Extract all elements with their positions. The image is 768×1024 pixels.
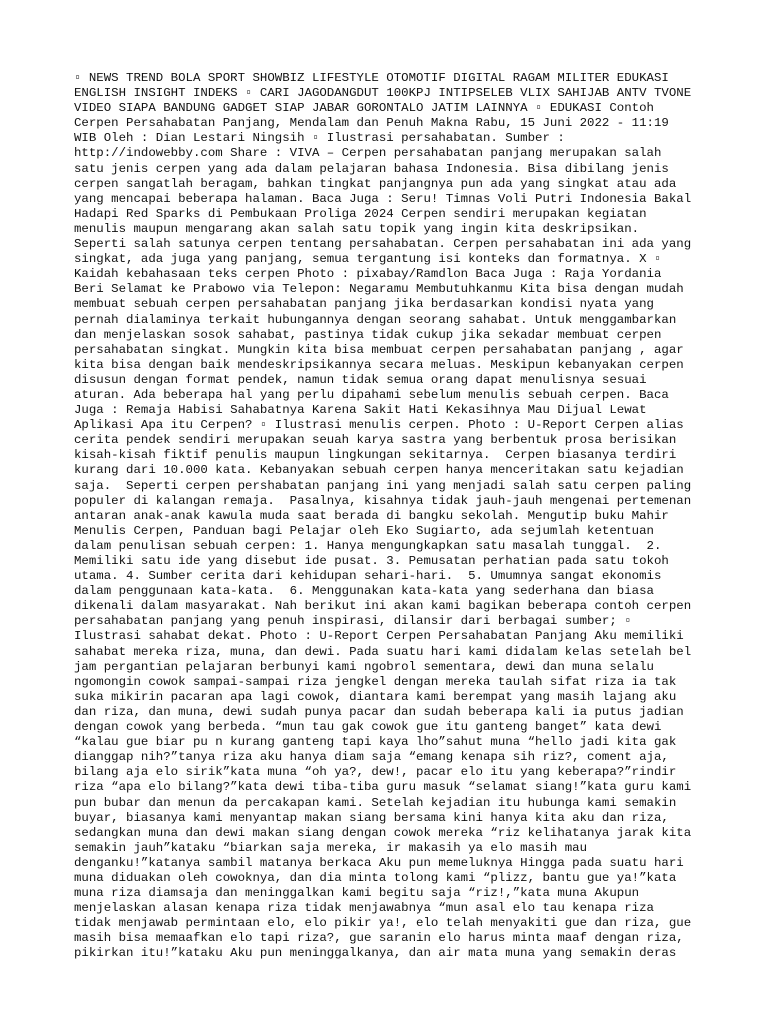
text-line: antaran anak-anak kawula muda saat berada di bangku sekolah. Mengutip buku Mahir bbox=[74, 508, 669, 523]
text-line: buyar, biasanya kami menyantap makan siang bersama kini hanya kita aku dan riza, bbox=[74, 810, 669, 825]
text-line: pun bubar dan menun da percakapan kami. Setelah kejadian itu hubunga kami semakin bbox=[74, 795, 677, 810]
text-line: Aplikasi Apa itu Cerpen? ▫ Ilustrasi menulis cerpen. Photo : U-Report Cerpen alias bbox=[74, 418, 684, 433]
text-line: Hadapi Red Sparks di Pembukaan Proliga 2024 Cerpen sendiri merupakan kegiatan bbox=[74, 206, 647, 221]
text-line: jam pergantian pelajaran berbunyi kami ngobrol sementara, dewi dan muna selalu bbox=[74, 659, 654, 674]
text-line: kurang dari 10.000 kata. Kebanyakan sebuah cerpen hanya menceritakan satu kejadian bbox=[74, 463, 684, 478]
text-line: populer di kalangan remaja. Pasalnya, kisahnya tidak jauh-jauh mengenai pertemenan bbox=[74, 493, 692, 508]
text-line: http://indowebby.com Share : VIVA – Cerpen persahabatan panjang merupakan salah bbox=[74, 146, 662, 161]
text-line: membuat sebuah cerpen persahabatan panjang jika berdasarkan kondisi nyata yang bbox=[74, 297, 654, 312]
text-line: muna riza diamsaja dan meninggalkan kami begitu saja “riz!,”kata muna Akupun bbox=[74, 886, 640, 901]
text-line: ▫ NEWS TREND BOLA SPORT SHOWBIZ LIFESTYLE OTOMOTIF DIGITAL RAGAM MILITER EDUKASI bbox=[74, 71, 669, 85]
text-line: Menulis Cerpen, Panduan bagi Pelajar oleh Eko Sugiarto, ada sejumlah ketentuan bbox=[74, 523, 654, 538]
text-line: muna diduakan oleh cowoknya, dan dia minta tolong kami “plizz, bantu gue ya!”kata bbox=[74, 870, 677, 885]
text-line: dan menjelaskan sosok sahabat, pastinya tidak cukup jika sekadar membuat cerpen bbox=[74, 327, 662, 342]
text-line: Cerpen Persahabatan Panjang, Mendalam dan Penuh Makna Rabu, 15 Juni 2022 - 11:19 bbox=[74, 116, 669, 131]
text-line: cerita pendek sendiri merupakan seuah karya sastra yang berbentuk prosa berisikan bbox=[74, 433, 677, 448]
text-line: sedangkan muna dan dewi makan siang dengan cowok mereka “riz kelihatanya jarak kita bbox=[74, 825, 692, 840]
text-line: riza “apa elo bilang?”kata dewi tiba-tiba guru masuk “selamat siang!”kata guru kami bbox=[74, 780, 692, 795]
text-line: WIB Oleh : Dian Lestari Ningsih ▫ Ilustrasi persahabatan. Sumber : bbox=[74, 131, 565, 146]
text-line: ENGLISH INSIGHT INDEKS ▫ CARI JAGODANGDUT 100KPJ INTIPSELEB VLIX SAHIJAB ANTV TVONE bbox=[74, 86, 692, 101]
text-line: dengan cowok yang berbeda. “mun tau gak cowok gue itu ganteng banget” kata dewi bbox=[74, 720, 662, 735]
text-line: menulis maupun mengarang akan salah satu topik yang ingin kita deskripsikan. bbox=[74, 221, 640, 236]
text-line: singkat, ada juga yang panjang, semua tergantung isi konteks dan formatnya. X ▫ bbox=[74, 252, 662, 267]
text-line: denganku!”katanya sambil matanya berkaca Aku pun memeluknya Hingga pada suatu hari bbox=[74, 855, 684, 870]
document-body-text bbox=[74, 71, 704, 962]
text-line: “kalau gue biar pu n kurang ganteng tapi kaya lho”sahut muna “hello jadi kita gak bbox=[74, 735, 677, 750]
text-line: suka mikirin pacaran apa lagi cowok, diantara kami berempat yang masih lajang aku bbox=[74, 689, 677, 704]
text-line: masih bisa memaafkan elo tapi riza?, gue saranin elo harus minta maaf dengan riza, bbox=[74, 931, 684, 946]
text-line: menjelaskan alasan kenapa riza tidak menjawabnya “mun asal elo tau kenapa riza bbox=[74, 901, 654, 916]
text-line: VIDEO SIAPA BANDUNG GADGET SIAP JABAR GORONTALO JATIM LAINNYA ▫ EDUKASI Contoh bbox=[74, 101, 654, 116]
text-line: satu jenis cerpen yang ada dalam pelajaran bahasa Indonesia. Bisa dibilang jenis bbox=[74, 161, 669, 176]
text-line: dikenali dalam masyarakat. Nah berikut ini akan kami bagikan beberapa contoh cerpen bbox=[74, 599, 692, 614]
text-line: sahabat mereka riza, muna, dan dewi. Pada suatu hari kami didalam kelas setelah bel bbox=[74, 644, 692, 659]
text-line: Juga : Remaja Habisi Sahabatnya Karena Sakit Hati Kekasihnya Mau Dijual Lewat bbox=[74, 403, 647, 418]
text-line: kita bisa dengan baik mendeskripsikannya secara meluas. Meskipun kebanyakan cerpen bbox=[74, 357, 684, 372]
text-line: kisah-kisah fiktif penulis maupun lingkungan sekitarnya. Cerpen biasanya terdiri bbox=[74, 448, 677, 463]
text-line: utama. 4. Sumber cerita dari kehidupan sehari-hari. 5. Umumnya sangat ekonomis bbox=[74, 569, 662, 584]
text-line: dalam penulisan sebuah cerpen: 1. Hanya mengungkapkan satu masalah tunggal. 2. bbox=[74, 538, 662, 553]
text-line: disusun dengan format pendek, namun tidak semua orang dapat menulisnya sesuai bbox=[74, 372, 647, 387]
text-line: dan riza, dan muna, dewi sudah punya pacar dan sudah beberapa kali ia putus jadian bbox=[74, 704, 684, 719]
text-line: pernah dialaminya terkait hubungannya dengan seorang sahabat. Untuk menggambarkan bbox=[74, 312, 677, 327]
text-line: dianggap nih?”tanya riza aku hanya diam saja “emang kenapa sih riz?, coment aja, bbox=[74, 750, 669, 765]
text-line: Kaidah kebahasaan teks cerpen Photo : pixabay/Ramdlon Baca Juga : Raja Yordania bbox=[74, 267, 662, 282]
text-line: dalam penggunaan kata-kata. 6. Menggunakan kata-kata yang sederhana dan biasa bbox=[74, 584, 654, 599]
text-line: semakin jauh”kataku “biarkan saja mereka, ir makasih ya elo masih mau bbox=[74, 840, 588, 855]
text-line: Memiliki satu ide yang disebut ide pusat. 3. Pemusatan perhatian pada satu tokoh bbox=[74, 554, 669, 568]
text-line: saja. Seperti cerpen pershabatan panjang ini yang menjadi salah satu cerpen paling bbox=[74, 478, 692, 493]
text-line: persahabatan panjang yang penuh inspirasi, dilansir dari berbagai sumber; ▫ bbox=[74, 614, 632, 629]
text-line: tidak menjawab permintaan elo, elo pikir ya!, elo telah menyakiti gue dan riza, gue bbox=[74, 916, 692, 931]
text-line: pikirkan itu!”kataku Aku pun meninggalkanya, dan air mata muna yang semakin deras bbox=[74, 946, 677, 961]
text-line: bilang aja elo sirik”kata muna “oh ya?, dew!, pacar elo itu yang keberapa?”rindir bbox=[74, 765, 677, 780]
text-line: Beri Selamat ke Prabowo via Telepon: Negaramu Membutuhkanmu Kita bisa dengan mudah bbox=[74, 282, 684, 297]
text-line: ngomongin cowok sampai-sampai riza jengkel dengan mereka taulah sifat riza ia tak bbox=[74, 674, 677, 689]
text-line: cerpen sangatlah beragam, bahkan tingkat panjangnya pun ada yang singkat atau ada bbox=[74, 176, 677, 191]
text-line: persahabatan singkat. Mungkin kita bisa membuat cerpen persahabatan panjang , agar bbox=[74, 342, 684, 357]
text-line: Ilustrasi sahabat dekat. Photo : U-Report Cerpen Persahabatan Panjang Aku memiliki bbox=[74, 629, 684, 644]
text-line: aturan. Ada beberapa hal yang perlu dipahami sebelum menulis sebuah cerpen. Baca bbox=[74, 387, 669, 402]
text-line: Seperti salah satunya cerpen tentang persahabatan. Cerpen persahabatan ini ada yang bbox=[74, 237, 692, 252]
text-line: yang mencapai beberapa halaman. Baca Juga : Seru! Timnas Voli Putri Indonesia Bakal bbox=[74, 191, 692, 206]
